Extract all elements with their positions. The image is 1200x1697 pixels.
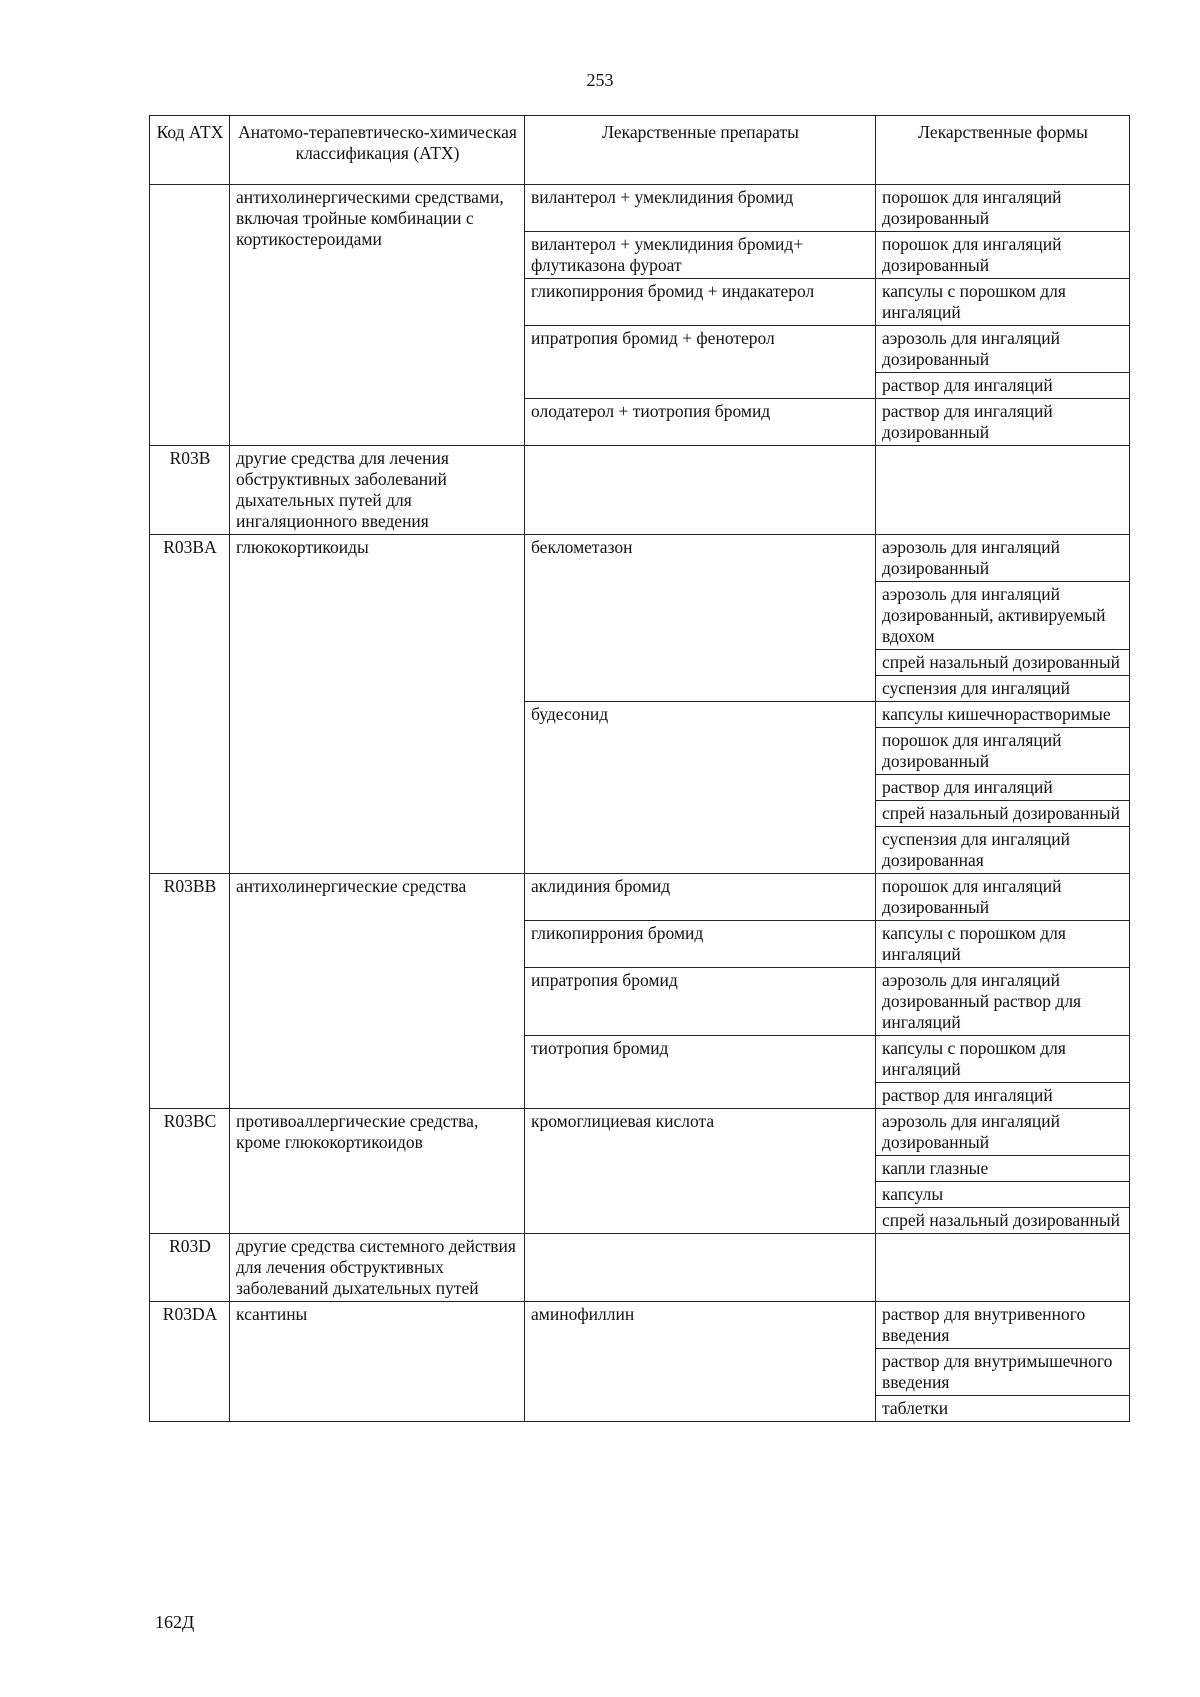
atc-classification: другие средства для лечения обструктивных заболеваний дыхательных путей для ингаляционного введения <box>230 446 525 535</box>
drug-name: гликопиррония бромид + индакатерол <box>525 279 876 326</box>
drug-form: аэрозоль для ингаляций дозированный <box>876 326 1130 373</box>
drug-name: аклидиния бромид <box>525 874 876 921</box>
drug-form: раствор для ингаляций <box>876 775 1130 801</box>
drug-name: ипратропия бромид + фенотерол <box>525 326 876 399</box>
drug-form: аэрозоль для ингаляций дозированный раствор для ингаляций <box>876 968 1130 1036</box>
drug-form: спрей назальный дозированный <box>876 650 1130 676</box>
table-body <box>150 185 1130 1422</box>
drug-form: капсулы с порошком для ингаляций <box>876 279 1130 326</box>
atc-code <box>150 185 230 446</box>
drug-form: спрей назальный дозированный <box>876 1208 1130 1234</box>
drug-name: вилантерол + умеклидиния бромид <box>525 185 876 232</box>
drug-name-empty <box>525 1234 876 1302</box>
table-row <box>150 185 1130 232</box>
header-forms: Лекарственные формы <box>876 116 1130 185</box>
drug-form: раствор для ингаляций дозированный <box>876 399 1130 446</box>
drug-name: будесонид <box>525 702 876 874</box>
drug-form: капсулы кишечнорастворимые <box>876 702 1130 728</box>
header-code: Код АТХ <box>150 116 230 185</box>
drug-name: тиотропия бромид <box>525 1036 876 1109</box>
drug-form: аэрозоль для ингаляций дозированный <box>876 1109 1130 1156</box>
atc-code: R03BB <box>150 874 230 1109</box>
atc-code: R03B <box>150 446 230 535</box>
table-header-row <box>150 116 1130 185</box>
drug-name: аминофиллин <box>525 1302 876 1422</box>
drug-form-empty <box>876 446 1130 535</box>
drug-form: капсулы с порошком для ингаляций <box>876 1036 1130 1083</box>
drug-name: вилантерол + умеклидиния бромид+ флутиказона фуроат <box>525 232 876 279</box>
table-row <box>150 874 1130 921</box>
atc-classification: противоаллергические средства, кроме глюкокортикоидов <box>230 1109 525 1234</box>
drug-form: суспензия для ингаляций <box>876 676 1130 702</box>
table-row <box>150 1234 1130 1302</box>
table-row <box>150 1109 1130 1156</box>
drug-form: раствор для внутривенного введения <box>876 1302 1130 1349</box>
atc-code: R03DA <box>150 1302 230 1422</box>
atc-classification: антихолинергические средства <box>230 874 525 1109</box>
drug-form: аэрозоль для ингаляций дозированный <box>876 535 1130 582</box>
drug-name: ипратропия бромид <box>525 968 876 1036</box>
drug-form: капли глазные <box>876 1156 1130 1182</box>
footer-code: 162Д <box>155 1612 195 1632</box>
drug-name-empty <box>525 446 876 535</box>
drug-form: аэрозоль для ингаляций дозированный, активируемый вдохом <box>876 582 1130 650</box>
drug-form: порошок для ингаляций дозированный <box>876 185 1130 232</box>
drug-form: таблетки <box>876 1396 1130 1422</box>
table-row <box>150 446 1130 535</box>
drug-name: олодатерол + тиотропия бромид <box>525 399 876 446</box>
drug-name: гликопиррония бромид <box>525 921 876 968</box>
drug-form: капсулы <box>876 1182 1130 1208</box>
drug-form: порошок для ингаляций дозированный <box>876 728 1130 775</box>
drug-form: капсулы с порошком для ингаляций <box>876 921 1130 968</box>
drug-form: порошок для ингаляций дозированный <box>876 232 1130 279</box>
page-number: 253 <box>586 70 614 90</box>
drug-form-empty <box>876 1234 1130 1302</box>
atc-classification: антихолинергическими средствами, включая тройные комбинации с кортикостероидами <box>230 185 525 446</box>
table-row <box>150 1302 1130 1349</box>
drug-form: раствор для ингаляций <box>876 373 1130 399</box>
atc-classification: ксантины <box>230 1302 525 1422</box>
table-row <box>150 535 1130 582</box>
atc-table <box>149 115 1130 1422</box>
atc-code: R03D <box>150 1234 230 1302</box>
drug-form: спрей назальный дозированный <box>876 801 1130 827</box>
drug-form: порошок для ингаляций дозированный <box>876 874 1130 921</box>
drug-name: кромоглициевая кислота <box>525 1109 876 1234</box>
header-classification: Анатомо-терапевтическо-химическая классификация (АТХ) <box>230 116 525 185</box>
header-drugs: Лекарственные препараты <box>525 116 876 185</box>
atc-classification: другие средства системного действия для лечения обструктивных заболеваний дыхательных путей <box>230 1234 525 1302</box>
drug-name: беклометазон <box>525 535 876 702</box>
atc-code: R03BC <box>150 1109 230 1234</box>
drug-form: раствор для внутримышечного введения <box>876 1349 1130 1396</box>
drug-form: суспензия для ингаляций дозированная <box>876 827 1130 874</box>
atc-code: R03BA <box>150 535 230 874</box>
drug-form: раствор для ингаляций <box>876 1083 1130 1109</box>
atc-classification: глюкокортикоиды <box>230 535 525 874</box>
